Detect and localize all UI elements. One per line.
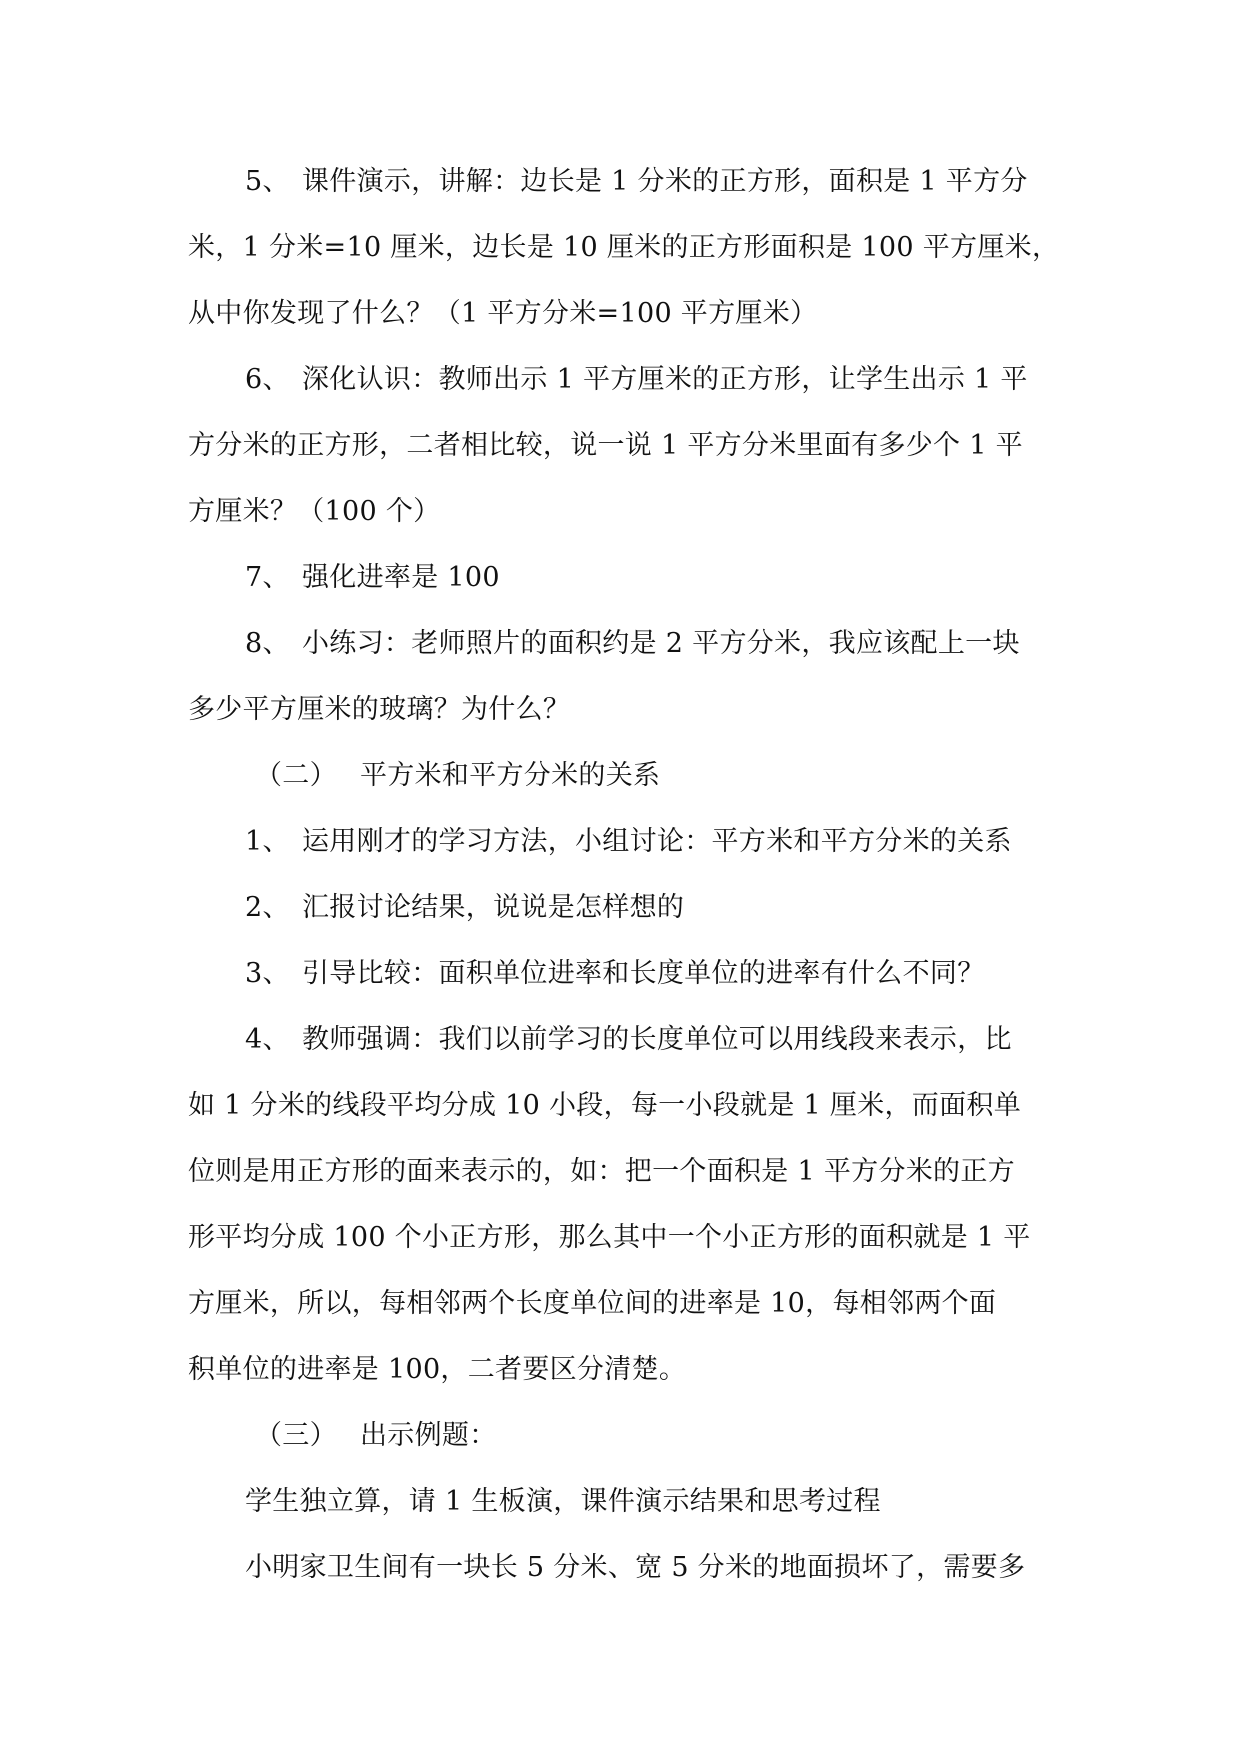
- line-text: 引导比较：面积单位进率和长度单位的进率有什么不同？: [302, 958, 985, 989]
- section-heading-3: [245, 1403, 1068, 1469]
- line-text: 课件演示，讲解：边长是 1 分米的正方形，面积是 1 平方分: [302, 166, 1028, 197]
- line-text: 小练习：老师照片的面积约是 2 平方分米，我应该配上一块: [302, 628, 1020, 659]
- paragraph-4-line-6: 积单位的进率是 100，二者要区分清楚。: [188, 1354, 687, 1385]
- paragraph-5-line-2: 米，1 分米=10 厘米，边长是 10 厘米的正方形面积是 100 平方厘米，: [188, 232, 1060, 263]
- section-title: 出示例题：: [360, 1420, 497, 1451]
- paragraph-8-line-2: 多少平方厘米的玻璃？为什么？: [188, 694, 571, 725]
- paragraph-5-line-3: 从中你发现了什么？（1 平方分米=100 平方厘米）: [188, 298, 818, 329]
- section-title: 平方米和平方分米的关系: [360, 760, 661, 791]
- paragraph-example-problem: 小明家卫生间有一块长 5 分米、宽 5 分米的地面损坏了，需要多: [245, 1552, 1026, 1583]
- item-number: 5、: [245, 166, 290, 197]
- section-heading-2: [245, 743, 1068, 809]
- paragraph-5: [245, 149, 1068, 215]
- paragraph-6-line-3: 方厘米？（100 个）: [188, 496, 441, 527]
- section-number: （二）: [255, 760, 337, 791]
- paragraph-7: [245, 545, 1068, 611]
- paragraph-4: [245, 1007, 1068, 1073]
- item-number: 6、: [245, 364, 290, 395]
- item-number: 1、: [245, 826, 290, 857]
- paragraph-2: [245, 875, 1068, 941]
- paragraph-4-line-2: 如 1 分米的线段平均分成 10 小段，每一小段就是 1 厘米，而面积单: [188, 1090, 1022, 1121]
- paragraph-4-line-3: 位则是用正方形的面来表示的，如：把一个面积是 1 平方分米的正方: [188, 1156, 1015, 1187]
- paragraph-4-line-5: 方厘米，所以，每相邻两个长度单位间的进率是 10，每相邻两个面: [188, 1288, 997, 1319]
- line-text: 教师强调：我们以前学习的长度单位可以用线段来表示，比: [302, 1024, 1012, 1055]
- paragraph-1: [245, 809, 1068, 875]
- paragraph-4-line-4: 形平均分成 100 个小正方形，那么其中一个小正方形的面积就是 1 平: [188, 1222, 1031, 1253]
- line-text: 汇报讨论结果，说说是怎样想的: [302, 892, 685, 923]
- item-number: 2、: [245, 892, 290, 923]
- item-number: 8、: [245, 628, 290, 659]
- item-number: 3、: [245, 958, 290, 989]
- paragraph-3: [245, 941, 1068, 1007]
- item-number: 7、: [245, 562, 290, 593]
- line-text: 深化认识：教师出示 1 平方厘米的正方形，让学生出示 1 平: [302, 364, 1028, 395]
- paragraph-8: [245, 611, 1068, 677]
- section-number: （三）: [255, 1420, 337, 1451]
- paragraph-6: [245, 347, 1068, 413]
- item-number: 4、: [245, 1024, 290, 1055]
- paragraph-6-line-2: 方分米的正方形，二者相比较，说一说 1 平方分米里面有多少个 1 平: [188, 430, 1023, 461]
- line-text: 运用刚才的学习方法，小组讨论：平方米和平方分米的关系: [302, 826, 1012, 857]
- paragraph-example-intro: 学生独立算，请 1 生板演，课件演示结果和思考过程: [245, 1486, 881, 1517]
- line-text: 强化进率是 100: [302, 562, 500, 593]
